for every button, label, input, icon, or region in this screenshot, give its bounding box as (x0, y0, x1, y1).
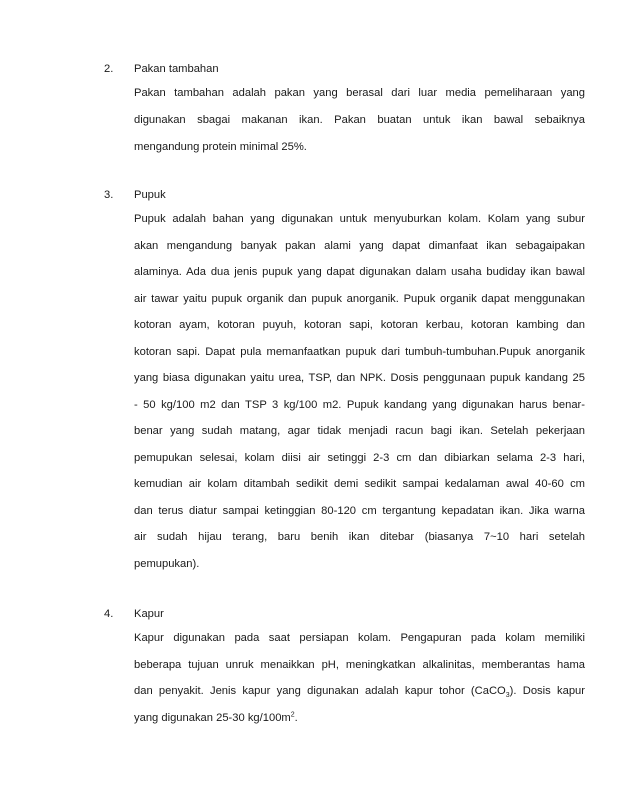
paragraph-line-caco3 (134, 684, 585, 698)
paragraph-line: dan terus diatur sampai ketinggian 80-120 cm tergantung kepadatan ikan. Jika warna (134, 505, 585, 517)
paragraph-line: pemupukan). (134, 558, 200, 570)
paragraph-line: Pakan tambahan adalah pakan yang berasal dari luar media pemeliharaan yang (134, 87, 585, 99)
line-text: . (294, 712, 298, 724)
paragraph-line-dose (134, 711, 585, 725)
section-number: 4. (104, 608, 114, 620)
subscript: 3 (505, 692, 510, 700)
paragraph-line: beberapa tujuan unruk menaikkan pH, meningkatkan alkalinitas, memberantas hama (134, 659, 585, 671)
paragraph-line: pemupukan selesai, kolam diisi air setinggi 2-3 cm dan dibiarkan selama 2-3 hari, (134, 452, 585, 464)
paragraph-line: air sudah hijau terang, baru benih ikan ditebar (biasanya 7~10 hari setelah (134, 531, 585, 543)
paragraph-line: - 50 kg/100 m2 dan TSP 3 kg/100 m2. Pupuk kandang yang digunakan harus benar- (134, 399, 585, 411)
line-text: ). Dosis kapur (509, 685, 585, 697)
paragraph-line: alaminya. Ada dua jenis pupuk yang dapat digunakan dalam usaha budiday ikan bawal (134, 266, 585, 278)
section-number: 2. (104, 63, 114, 75)
paragraph-line: air tawar yaitu pupuk organik dan pupuk anorganik. Pupuk organik dapat menggunakan (134, 293, 585, 305)
paragraph-line: kotoran sapi. Dapat pula memanfaatkan pupuk dari tumbuh-tumbuhan.Pupuk anorganik (134, 346, 585, 358)
line-text: yang digunakan 25-30 kg/100m (134, 712, 291, 724)
paragraph-line: akan mengandung banyak pakan alami yang dapat dimanfaat ikan sebagaipakan (134, 240, 585, 252)
line-text: dan penyakit. Jenis kapur yang digunakan adalah kapur tohor (CaCO (134, 685, 506, 697)
section-number: 3. (104, 189, 114, 201)
paragraph-line: kemudian air kolam ditambah sedikit demi sedikit sampai kedalaman awal 40-60 cm (134, 478, 585, 490)
paragraph-line: Kapur digunakan pada saat persiapan kolam. Pengapuran pada kolam memiliki (134, 632, 585, 644)
superscript: 2 (290, 711, 295, 719)
paragraph-line: Pupuk adalah bahan yang digunakan untuk menyuburkan kolam. Kolam yang subur (134, 213, 585, 225)
paragraph-line: mengandung protein minimal 25%. (134, 141, 307, 153)
paragraph-line: digunakan sbagai makanan ikan. Pakan buatan untuk ikan bawal sebaiknya (134, 114, 585, 126)
section-title: Kapur (134, 608, 164, 620)
paragraph-line: yang biasa digunakan yaitu urea, TSP, dan NPK. Dosis penggunaan pupuk kandang 25 (134, 372, 585, 384)
section-title: Pakan tambahan (134, 63, 219, 75)
paragraph-line: benar yang sudah matang, agar tidak menjadi racun bagi ikan. Setelah pekerjaan (134, 425, 585, 437)
paragraph-line: kotoran ayam, kotoran puyuh, kotoran sapi, kotoran kerbau, kotoran kambing dan (134, 319, 585, 331)
section-title: Pupuk (134, 189, 166, 201)
